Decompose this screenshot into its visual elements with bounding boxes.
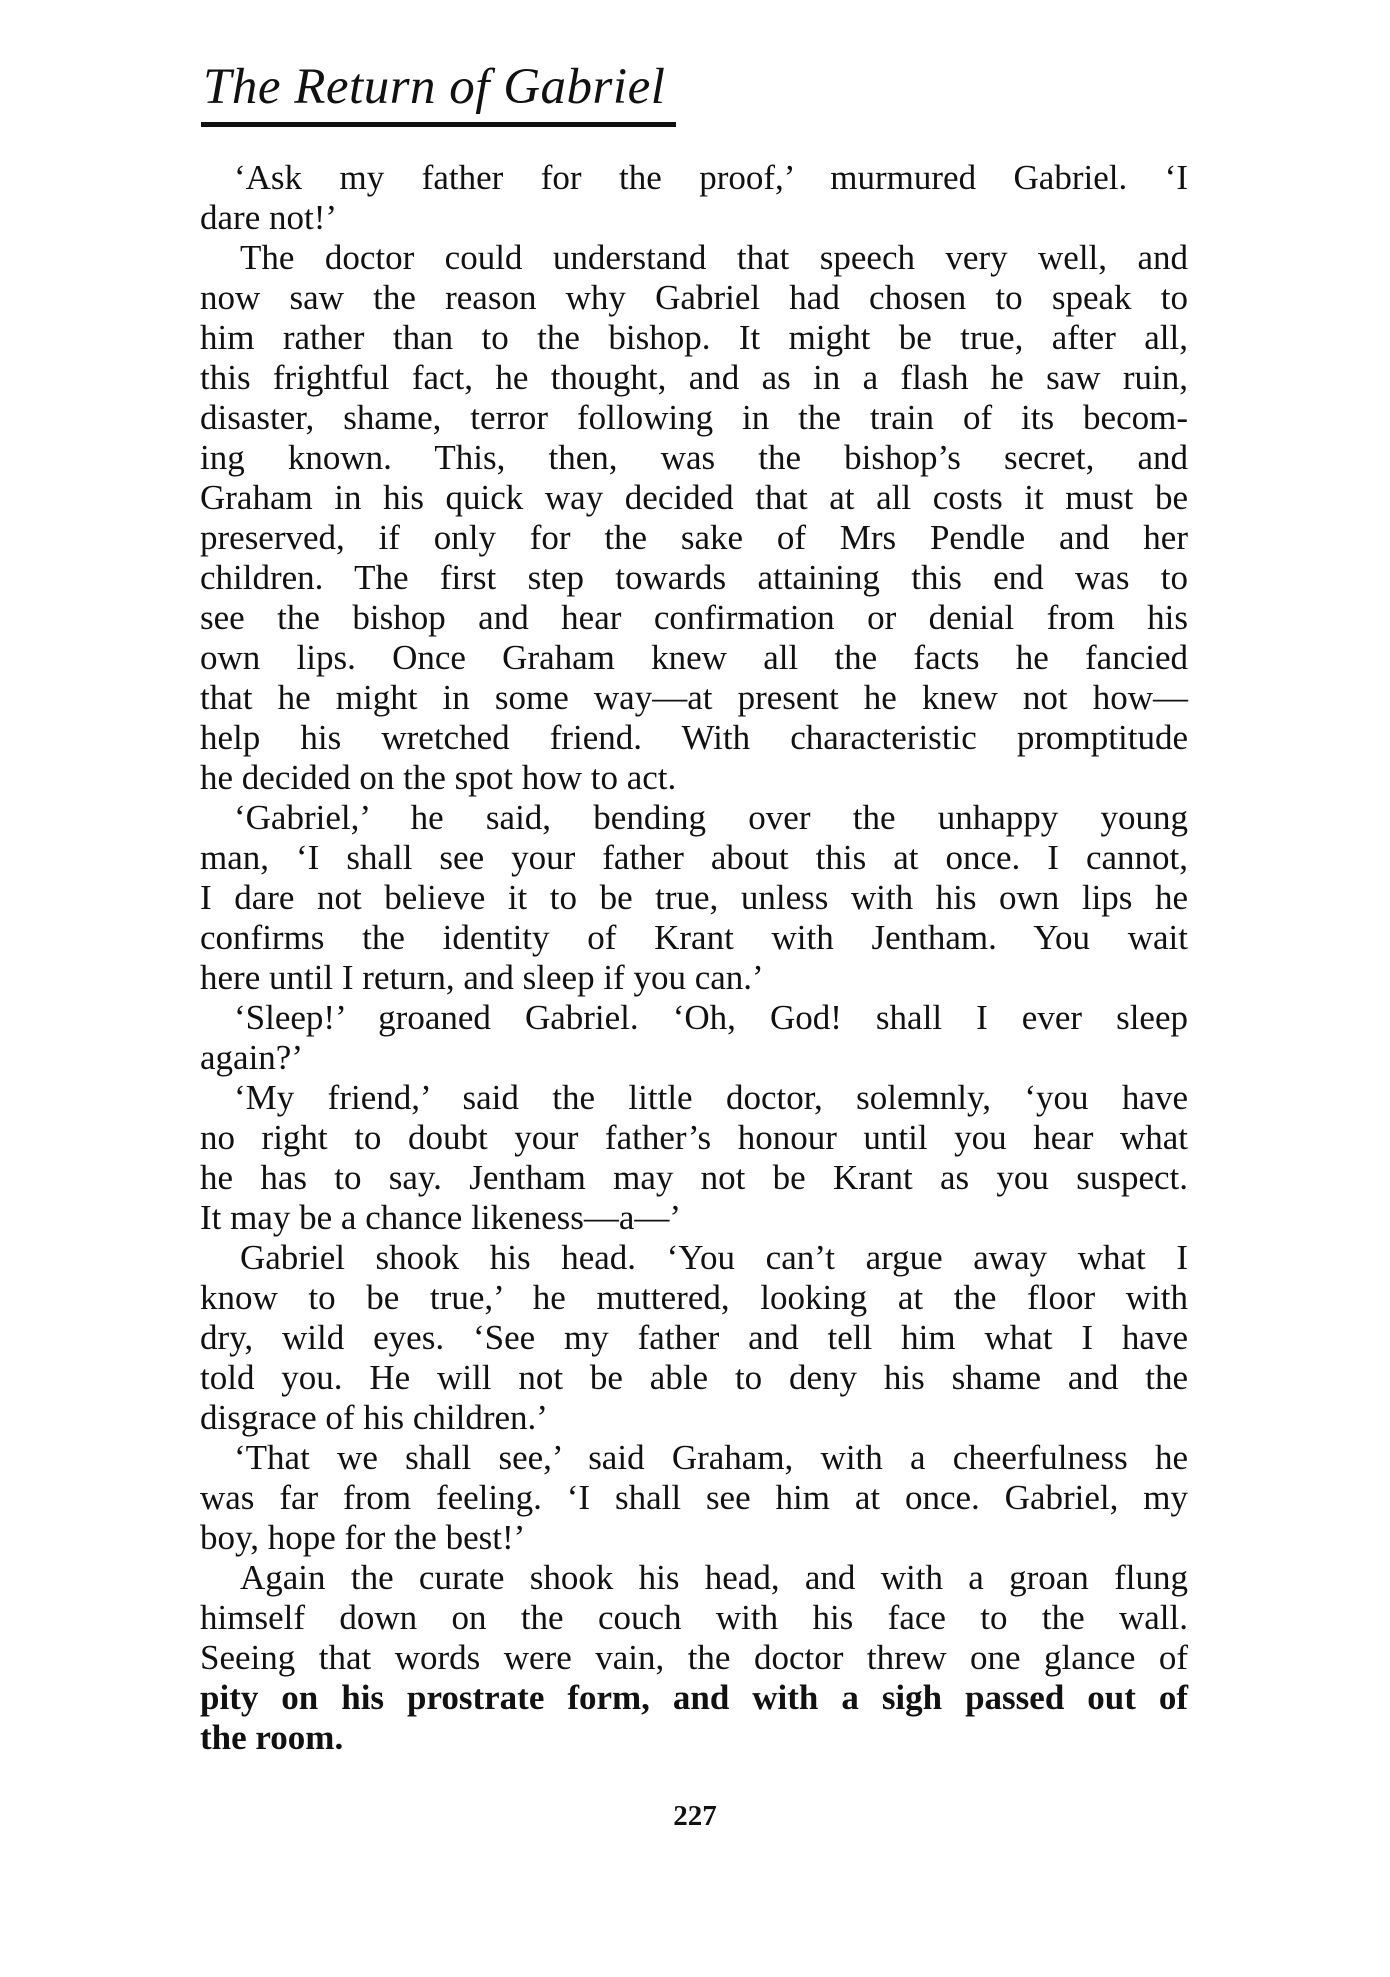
text-line: see the bishop and hear confirmation or denial from his bbox=[200, 598, 1188, 637]
text-line: ing known. This, then, was the bishop’s secret, and bbox=[200, 438, 1188, 477]
text-line: It may be a chance likeness—a—’ bbox=[200, 1198, 682, 1237]
text-line: own lips. Once Graham knew all the facts he fancied bbox=[200, 638, 1188, 677]
text-line: he decided on the spot how to act. bbox=[200, 758, 677, 797]
text-line: was far from feeling. ‘I shall see him at once. Gabriel, my bbox=[200, 1478, 1188, 1517]
text-line: preserved, if only for the sake of Mrs Pendle and her bbox=[200, 518, 1188, 557]
text-line: boy, hope for the best!’ bbox=[200, 1518, 526, 1557]
text-line: here until I return, and sleep if you can.’ bbox=[200, 958, 764, 997]
text-line: ‘Gabriel,’ he said, bending over the unhappy young bbox=[234, 798, 1188, 837]
text-line: The doctor could understand that speech very well, and bbox=[240, 238, 1188, 277]
text-line: told you. He will not be able to deny his shame and the bbox=[200, 1358, 1188, 1397]
text-line: I dare not believe it to be true, unless with his own lips he bbox=[200, 878, 1188, 917]
header-rule bbox=[201, 122, 676, 127]
text-line: ‘My friend,’ said the little doctor, solemnly, ‘you have bbox=[234, 1078, 1188, 1117]
text-line: ‘Ask my father for the proof,’ murmured Gabriel. ‘I bbox=[234, 158, 1188, 197]
text-line: he has to say. Jentham may not be Krant as you suspect. bbox=[200, 1158, 1188, 1197]
text-line: children. The first step towards attaining this end was to bbox=[200, 558, 1188, 597]
text-line: know to be true,’ he muttered, looking at the floor with bbox=[200, 1278, 1188, 1317]
text-line: dare not!’ bbox=[200, 198, 338, 237]
text-line: again?’ bbox=[200, 1038, 303, 1077]
text-line: ‘That we shall see,’ said Graham, with a cheerfulness he bbox=[234, 1438, 1188, 1477]
page-number: 227 bbox=[673, 1800, 717, 1832]
text-line: the room. bbox=[200, 1718, 344, 1757]
text-line: no right to doubt your father’s honour until you hear what bbox=[200, 1118, 1188, 1157]
text-line: Gabriel shook his head. ‘You can’t argue away what I bbox=[240, 1238, 1188, 1277]
text-line: pity on his prostrate form, and with a sigh passed out of bbox=[200, 1678, 1188, 1717]
text-line: confirms the identity of Krant with Jentham. You wait bbox=[200, 918, 1188, 957]
text-line: ‘Sleep!’ groaned Gabriel. ‘Oh, God! shall I ever sleep bbox=[234, 998, 1188, 1037]
text-line: himself down on the couch with his face to the wall. bbox=[200, 1598, 1188, 1637]
text-line: man, ‘I shall see your father about this at once. I cannot, bbox=[200, 838, 1188, 877]
text-line: Graham in his quick way decided that at all costs it must be bbox=[200, 478, 1188, 517]
text-line: him rather than to the bishop. It might be true, after all, bbox=[200, 318, 1188, 357]
text-line: now saw the reason why Gabriel had chosen to speak to bbox=[200, 278, 1188, 317]
text-line: disaster, shame, terror following in the train of its becom- bbox=[200, 398, 1188, 437]
text-line: dry, wild eyes. ‘See my father and tell him what I have bbox=[200, 1318, 1188, 1357]
text-line: disgrace of his children.’ bbox=[200, 1398, 548, 1437]
body-text bbox=[200, 158, 1188, 1758]
text-line: that he might in some way—at present he knew not how— bbox=[200, 678, 1188, 717]
text-line: Again the curate shook his head, and with a groan flung bbox=[240, 1558, 1188, 1597]
running-head: The Return of Gabriel bbox=[203, 59, 666, 115]
text-line: help his wretched friend. With characteristic promptitude bbox=[200, 718, 1188, 757]
text-line: Seeing that words were vain, the doctor threw one glance of bbox=[200, 1638, 1188, 1677]
text-line: this frightful fact, he thought, and as in a flash he saw ruin, bbox=[200, 358, 1188, 397]
